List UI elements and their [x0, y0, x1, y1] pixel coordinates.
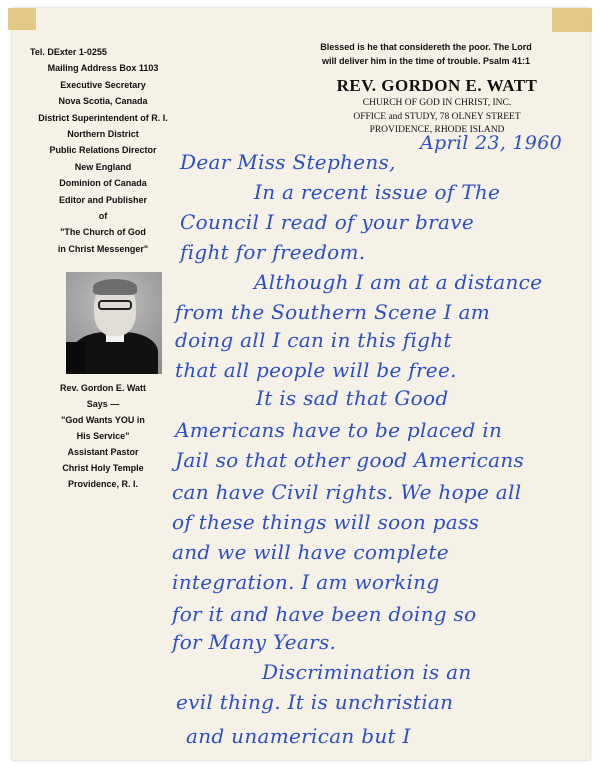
title-line: Executive Secretary [60, 79, 146, 90]
caption-line: Rev. Gordon E. Watt [59, 383, 146, 393]
title-line: Nova Scotia, Canada [58, 96, 148, 107]
portrait-photo [66, 272, 162, 374]
handwritten-line: Discrimination is an [262, 660, 472, 684]
handwritten-line: integration. I am working [172, 570, 440, 594]
mailing-address: Mailing Address Box 1103 [47, 63, 159, 74]
handwritten-line: and unamerican but I [186, 724, 411, 748]
caption-line: Christ Holy Temple [62, 463, 144, 473]
handwritten-line: Americans have to be placed in [175, 418, 503, 442]
handwritten-line: fight for freedom. [180, 240, 366, 264]
caption-line: "God Wants YOU in [61, 415, 145, 425]
caption-line: Assistant Pastor [67, 447, 139, 457]
handwritten-line: It is sad that Good [256, 386, 449, 410]
handwritten-line: for it and have been doing so [172, 602, 477, 626]
tape-top-right [552, 8, 592, 32]
caption-line: His Service" [76, 431, 130, 441]
handwritten-line: Council I read of your brave [180, 210, 474, 234]
scripture-verse [276, 40, 576, 68]
tape-top-left [8, 8, 36, 30]
handwritten-line: Jail so that other good Americans [175, 448, 525, 472]
title-line: Dominion of Canada [59, 178, 147, 189]
handwritten-line: and we will have complete [172, 540, 449, 564]
title-line: District Superintendent of R. I. [38, 112, 168, 123]
verse-line: will deliver him in the time of trouble. Psalm 41:1 [321, 56, 531, 66]
office-address: OFFICE and STUDY, 78 OLNEY STREET [353, 112, 521, 122]
handwritten-line: doing all I can in this fight [175, 328, 452, 352]
title-line: Editor and Publisher [58, 194, 147, 205]
church-name: CHURCH OF GOD IN CHRIST, INC. [362, 98, 512, 108]
handwritten-line: In a recent issue of The [254, 180, 501, 204]
letter-date: April 23, 1960 [420, 132, 562, 154]
photo-caption [28, 380, 178, 492]
verse-line: Blessed is he that considereth the poor. The Lord [320, 42, 532, 52]
handwritten-line: of these things will soon pass [172, 510, 480, 534]
letterhead-name: REV. GORDON E. WATT [336, 76, 538, 95]
handwritten-line: that all people will be free. [175, 358, 457, 382]
handwritten-line: for Many Years. [172, 630, 337, 654]
title-line: New England [74, 161, 132, 172]
city-line: PROVIDENCE, RHODE ISLAND [369, 125, 505, 135]
title-line: Northern District [67, 129, 139, 140]
telephone-line: Tel. DExter 1-0255 [30, 47, 107, 57]
caption-line: Providence, R. I. [67, 479, 139, 489]
handwritten-line: evil thing. It is unchristian [176, 690, 454, 714]
handwritten-line: can have Civil rights. We hope all [172, 480, 522, 504]
handwritten-line: Although I am at a distance [254, 270, 543, 294]
title-line: "The Church of God [60, 227, 146, 238]
handwritten-line: Dear Miss Stephens, [180, 150, 396, 174]
letterhead-left-column [28, 44, 178, 257]
title-line: in Christ Messenger" [57, 243, 149, 254]
title-line: Public Relations Director [49, 145, 157, 156]
caption-line: Says — [86, 399, 120, 409]
title-line: of [98, 211, 108, 222]
handwritten-line: from the Southern Scene I am [175, 300, 490, 324]
